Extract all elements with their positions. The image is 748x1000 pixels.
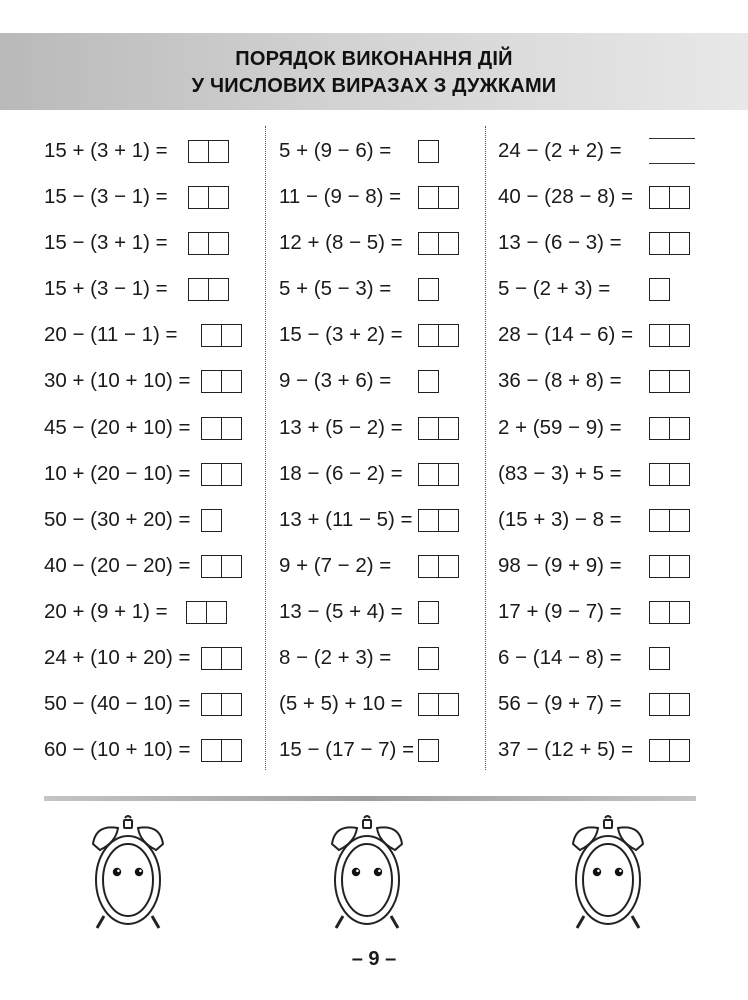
answer-boxes[interactable]	[649, 693, 690, 716]
expression: 15 − (3 + 2) =	[279, 323, 403, 347]
answer-box[interactable]	[418, 509, 439, 532]
answer-boxes[interactable]	[418, 509, 459, 532]
answer-box[interactable]	[209, 232, 229, 255]
answer-boxes[interactable]	[201, 370, 242, 393]
exercise-row	[44, 405, 254, 451]
exercise-row	[498, 405, 703, 451]
answer-box[interactable]	[649, 186, 670, 209]
exercise-row	[498, 635, 703, 681]
exercise-row	[44, 681, 254, 727]
expression: 18 − (6 − 2) =	[279, 461, 403, 485]
exercise-row	[44, 128, 254, 174]
answer-boxes[interactable]	[649, 324, 690, 347]
alarm-clock-icon	[88, 812, 168, 932]
answer-box[interactable]	[649, 278, 670, 301]
answer-box[interactable]	[439, 509, 459, 532]
answer-box[interactable]	[418, 693, 439, 716]
exercise-row	[279, 312, 479, 358]
expression: 13 − (5 + 4) =	[279, 599, 403, 623]
answer-box[interactable]	[188, 232, 209, 255]
answer-boxes[interactable]	[649, 509, 690, 532]
answer-box[interactable]	[222, 555, 242, 578]
answer-box[interactable]	[649, 739, 670, 762]
answer-boxes[interactable]	[201, 324, 242, 347]
answer-boxes[interactable]	[649, 463, 690, 486]
answer-boxes[interactable]	[649, 739, 690, 762]
expression: 98 − (9 + 9) =	[498, 553, 622, 577]
answer-box[interactable]	[670, 693, 690, 716]
answer-boxes[interactable]	[649, 186, 690, 209]
exercise-row	[498, 681, 703, 727]
expression: 5 + (5 − 3) =	[279, 277, 392, 301]
expression: 40 − (20 − 20) =	[44, 553, 191, 577]
answer-box[interactable]	[649, 232, 670, 255]
answer-box[interactable]	[418, 739, 439, 762]
answer-box[interactable]	[649, 601, 670, 624]
answer-box[interactable]	[439, 555, 459, 578]
answer-box[interactable]	[670, 555, 690, 578]
expression: 13 + (5 − 2) =	[279, 415, 403, 439]
column-divider	[265, 126, 266, 770]
exercise-row	[44, 358, 254, 404]
answer-box[interactable]	[670, 739, 690, 762]
answer-box[interactable]	[209, 186, 229, 209]
answer-box[interactable]	[201, 324, 222, 347]
expression: 2 + (59 − 9) =	[498, 415, 622, 439]
exercise-row	[279, 405, 479, 451]
answer-box[interactable]	[670, 509, 690, 532]
exercise-column-2	[279, 128, 479, 773]
exercise-row	[498, 312, 703, 358]
expression: 24 − (2 + 2) =	[498, 139, 622, 162]
expression: 20 − (11 − 1) =	[44, 323, 178, 347]
answer-box[interactable]	[670, 232, 690, 255]
answer-box[interactable]	[439, 232, 459, 255]
answer-box[interactable]	[188, 140, 209, 163]
answer-boxes[interactable]	[649, 370, 690, 393]
answer-box[interactable]	[649, 693, 670, 716]
answer-box[interactable]	[201, 370, 222, 393]
answer-box[interactable]	[222, 693, 242, 716]
exercise-column-3	[498, 128, 703, 773]
alarm-clock-icon	[327, 812, 407, 932]
answer-boxes[interactable]	[649, 647, 670, 670]
answer-box[interactable]	[649, 370, 670, 393]
expression: 13 + (11 − 5) =	[279, 507, 413, 531]
answer-boxes[interactable]	[418, 417, 459, 440]
answer-boxes[interactable]	[418, 739, 439, 762]
answer-box[interactable]	[649, 509, 670, 532]
exercise-row	[498, 451, 703, 497]
exercise-row	[44, 174, 254, 220]
exercise-row	[279, 635, 479, 681]
answer-box[interactable]	[201, 463, 222, 486]
answer-boxes[interactable]	[201, 555, 242, 578]
exercise-row	[498, 497, 703, 543]
answer-box[interactable]	[418, 324, 439, 347]
answer-boxes[interactable]	[649, 232, 690, 255]
answer-box[interactable]	[207, 601, 227, 624]
answer-box[interactable]	[222, 463, 242, 486]
answer-box[interactable]	[418, 140, 439, 163]
answer-box[interactable]	[188, 186, 209, 209]
answer-box[interactable]	[222, 417, 242, 440]
answer-boxes[interactable]	[418, 647, 439, 670]
page-number: – 9 –	[351, 948, 397, 970]
answer-boxes[interactable]	[188, 140, 229, 163]
exercise-row	[279, 220, 479, 266]
answer-boxes[interactable]	[186, 601, 227, 624]
answer-box[interactable]	[418, 555, 439, 578]
expression: 20 + (9 + 1) =	[44, 599, 168, 623]
answer-box[interactable]	[670, 186, 690, 209]
answer-box[interactable]	[649, 417, 670, 440]
expression: 5 − (2 + 3) =	[498, 277, 611, 301]
exercise-row	[44, 589, 254, 635]
answer-boxes[interactable]	[418, 693, 459, 716]
answer-box[interactable]	[188, 278, 209, 301]
answer-box[interactable]	[418, 232, 439, 255]
title-line-2: У ЧИСЛОВИХ ВИРАЗАХ З ДУЖКАМИ	[191, 75, 557, 97]
answer-box[interactable]	[222, 739, 242, 762]
exercise-row	[498, 174, 703, 220]
expression: 45 − (20 + 10) =	[44, 415, 191, 439]
exercise-row	[279, 358, 479, 404]
exercise-row	[279, 451, 479, 497]
answer-boxes[interactable]	[418, 555, 459, 578]
expression: 15 + (3 + 1) =	[44, 139, 168, 162]
answer-box[interactable]	[222, 647, 242, 670]
answer-box[interactable]	[201, 509, 222, 532]
answer-boxes[interactable]	[201, 739, 242, 762]
exercise-row	[279, 174, 479, 220]
expression: 11 − (9 − 8) =	[279, 185, 402, 209]
exercise-row	[279, 589, 479, 635]
expression: (15 + 3) − 8 =	[498, 507, 622, 531]
expression: 15 − (3 − 1) =	[44, 185, 168, 209]
answer-box[interactable]	[439, 186, 459, 209]
expression: 28 − (14 − 6) =	[498, 323, 634, 347]
expression: 50 − (40 − 10) =	[44, 692, 191, 716]
exercise-row	[498, 220, 703, 266]
answer-box[interactable]	[418, 186, 439, 209]
exercise-row	[498, 727, 703, 773]
answer-boxes[interactable]	[418, 370, 439, 393]
exercise-row	[44, 543, 254, 589]
answer-box[interactable]	[649, 555, 670, 578]
exercise-row	[279, 727, 479, 773]
answer-box[interactable]	[209, 140, 229, 163]
exercise-row	[279, 681, 479, 727]
expression: 37 − (12 + 5) =	[498, 738, 634, 762]
exercise-row	[498, 128, 703, 174]
answer-box[interactable]	[670, 463, 690, 486]
answer-boxes[interactable]	[649, 417, 690, 440]
expression: (5 + 5) + 10 =	[279, 692, 403, 716]
answer-box[interactable]	[439, 417, 459, 440]
answer-boxes[interactable]	[201, 417, 242, 440]
answer-boxes[interactable]	[201, 463, 242, 486]
expression: 40 − (28 − 8) =	[498, 185, 634, 209]
exercise-column-1	[44, 128, 254, 773]
expression: 15 − (17 − 7) =	[279, 738, 415, 762]
answer-boxes[interactable]	[418, 278, 439, 301]
page-header	[0, 33, 748, 110]
answer-box[interactable]	[418, 647, 439, 670]
alarm-clock-icon	[568, 812, 648, 932]
answer-box[interactable]	[418, 601, 439, 624]
answer-boxes[interactable]	[418, 463, 459, 486]
answer-box[interactable]	[439, 693, 459, 716]
exercise-row	[279, 543, 479, 589]
answer-boxes[interactable]	[418, 186, 459, 209]
answer-boxes[interactable]	[418, 324, 459, 347]
expression: 36 − (8 + 8) =	[498, 369, 622, 393]
exercise-row	[44, 635, 254, 681]
expression: 24 + (10 + 20) =	[44, 646, 191, 670]
exercise-row	[44, 451, 254, 497]
expression: 15 − (3 + 1) =	[44, 231, 168, 255]
answer-box[interactable]	[186, 601, 207, 624]
exercise-row	[44, 727, 254, 773]
title-line-1: ПОРЯДОК ВИКОНАННЯ ДІЙ	[235, 48, 513, 70]
answer-box[interactable]	[670, 324, 690, 347]
answer-box[interactable]	[201, 693, 222, 716]
answer-boxes[interactable]	[418, 601, 439, 624]
answer-box[interactable]	[222, 370, 242, 393]
divider-bar	[44, 796, 696, 801]
exercise-row	[498, 589, 703, 635]
answer-box[interactable]	[439, 463, 459, 486]
expression: 30 + (10 + 10) =	[44, 369, 191, 393]
exercise-row	[279, 266, 479, 312]
answer-boxes[interactable]	[201, 693, 242, 716]
expression: 9 − (3 + 6) =	[279, 369, 392, 393]
answer-boxes[interactable]	[649, 601, 690, 624]
expression: 12 + (8 − 5) =	[279, 231, 403, 255]
expression: 15 + (3 − 1) =	[44, 277, 168, 301]
answer-boxes[interactable]	[201, 647, 242, 670]
answer-box[interactable]	[418, 370, 439, 393]
answer-boxes[interactable]	[649, 278, 670, 301]
expression: 56 − (9 + 7) =	[498, 692, 622, 716]
exercise-row	[279, 128, 479, 174]
answer-box[interactable]	[209, 278, 229, 301]
column-divider	[485, 126, 486, 770]
answer-box[interactable]	[418, 278, 439, 301]
exercise-row	[44, 266, 254, 312]
expression: (83 − 3) + 5 =	[498, 461, 622, 485]
answer-box[interactable]	[201, 555, 222, 578]
answer-box[interactable]	[649, 324, 670, 347]
exercise-row	[498, 358, 703, 404]
expression: 8 − (2 + 3) =	[279, 646, 392, 670]
answer-boxes[interactable]	[188, 232, 229, 255]
answer-boxes[interactable]	[649, 555, 690, 578]
answer-box[interactable]	[649, 463, 670, 486]
answer-boxes[interactable]	[418, 140, 439, 163]
exercise-row	[498, 543, 703, 589]
answer-boxes[interactable]	[418, 232, 459, 255]
answer-box[interactable]	[670, 370, 690, 393]
expression: 13 − (6 − 3) =	[498, 231, 622, 255]
expression: 17 + (9 − 7) =	[498, 599, 622, 623]
expression: 9 + (7 − 2) =	[279, 553, 392, 577]
expression: 60 − (10 + 10) =	[44, 738, 191, 762]
exercise-row	[279, 497, 479, 543]
answer-box[interactable]	[649, 647, 670, 670]
expression: 5 + (9 − 6) =	[279, 139, 392, 162]
answer-boxes[interactable]	[201, 509, 222, 532]
expression: 6 − (14 − 8) =	[498, 646, 622, 670]
answer-box[interactable]	[201, 417, 222, 440]
answer-box[interactable]	[670, 601, 690, 624]
answer-box[interactable]	[439, 324, 459, 347]
exercise-row	[44, 220, 254, 266]
exercise-row	[44, 497, 254, 543]
answer-box[interactable]	[418, 417, 439, 440]
exercise-row	[498, 266, 703, 312]
expression: 10 + (20 − 10) =	[44, 461, 191, 485]
answer-box[interactable]	[670, 417, 690, 440]
answer-box[interactable]	[201, 739, 222, 762]
answer-blank[interactable]	[649, 138, 695, 164]
exercise-row	[44, 312, 254, 358]
expression: 50 − (30 + 20) =	[44, 507, 191, 531]
answer-box[interactable]	[201, 647, 222, 670]
answer-boxes[interactable]	[188, 278, 229, 301]
answer-box[interactable]	[418, 463, 439, 486]
answer-boxes[interactable]	[188, 186, 229, 209]
answer-box[interactable]	[222, 324, 242, 347]
